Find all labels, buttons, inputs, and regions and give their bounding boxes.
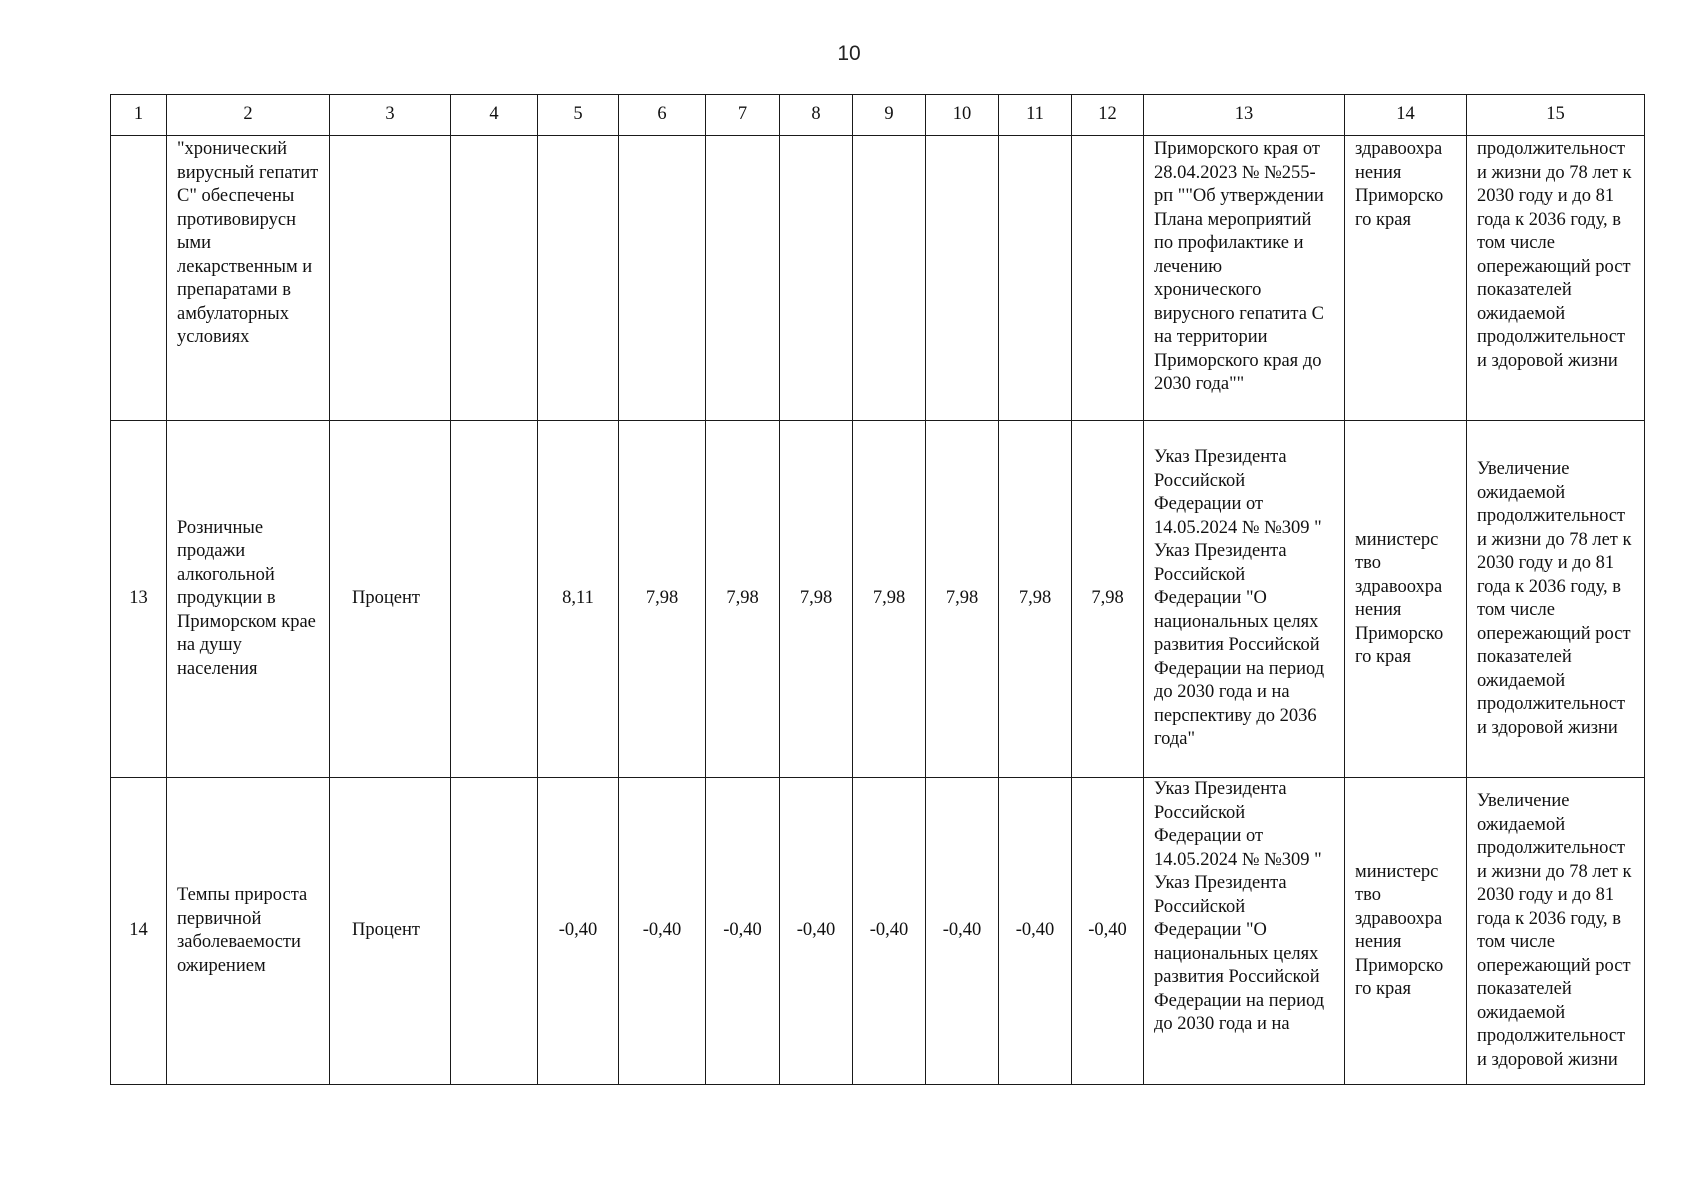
column-number: 5 — [538, 95, 619, 136]
value-cell: -0,40 — [706, 778, 780, 1085]
cell-col4 — [451, 136, 538, 421]
unit-cell: Процент — [330, 778, 451, 1085]
table-row — [111, 778, 1645, 1085]
row-number: 14 — [111, 778, 167, 1085]
unit-cell — [330, 136, 451, 421]
column-number: 7 — [706, 95, 780, 136]
national-goal: Увеличение ожидаемой продолжительност и жизни до 78 лет к 2030 году и до 81 года к 2036 году, в том числе опережающий рост показателей ожидаемой продолжительност и здоровой жизни — [1467, 778, 1645, 1085]
value-cell: 7,98 — [926, 421, 999, 778]
column-number: 8 — [780, 95, 853, 136]
value-cell: -0,40 — [853, 778, 926, 1085]
page-number: 10 — [837, 42, 861, 65]
value-cell: 7,98 — [999, 421, 1072, 778]
column-number: 9 — [853, 95, 926, 136]
value-cell — [853, 136, 926, 421]
value-cell — [538, 136, 619, 421]
value-cell — [619, 136, 706, 421]
cell-col4 — [451, 421, 538, 778]
value-cell: -0,40 — [926, 778, 999, 1085]
responsible-body: министерс тво здравоохра нения Приморско го края — [1345, 421, 1467, 778]
national-goal: продолжительност и жизни до 78 лет к 2030 году и до 81 года к 2036 году, в том числе опережающий рост показателей ожидаемой продолжительност и здоровой жизни — [1467, 136, 1645, 421]
indicator-name: Темпы прироста первичной заболеваемости ожирением — [167, 778, 330, 1085]
column-number: 3 — [330, 95, 451, 136]
column-number: 4 — [451, 95, 538, 136]
row-number: 13 — [111, 421, 167, 778]
document-basis: Указ Президента Российской Федерации от 14.05.2024 № №309 " Указ Президента Российской Федерации "О национальных целях развития Российской Федерации на период до 2030 года и на перспективу до 2036 года" — [1144, 421, 1345, 778]
document-basis: Приморского края от 28.04.2023 № №255-рп ""Об утверждении Плана мероприятий по профилактике и лечению хронического вирусного гепатита С на территории Приморского края до 2030 года"" — [1144, 136, 1345, 421]
row-number — [111, 136, 167, 421]
responsible-body: министерс тво здравоохра нения Приморско го края — [1345, 778, 1467, 1085]
value-cell: 7,98 — [619, 421, 706, 778]
value-cell: 7,98 — [853, 421, 926, 778]
value-cell — [926, 136, 999, 421]
value-cell: 8,11 — [538, 421, 619, 778]
table-row — [111, 136, 1645, 421]
column-number: 15 — [1467, 95, 1645, 136]
column-number: 14 — [1345, 95, 1467, 136]
column-number: 10 — [926, 95, 999, 136]
indicator-name: "хронический вирусный гепатит С" обеспечены противовирусн ыми лекарственным и препаратами в амбулаторных условиях — [167, 136, 330, 421]
indicators-table — [110, 94, 1645, 1085]
unit-cell: Процент — [330, 421, 451, 778]
column-number: 6 — [619, 95, 706, 136]
column-number: 13 — [1144, 95, 1345, 136]
value-cell: -0,40 — [619, 778, 706, 1085]
column-number: 1 — [111, 95, 167, 136]
value-cell: -0,40 — [1072, 778, 1144, 1085]
value-cell: -0,40 — [999, 778, 1072, 1085]
indicator-name: Розничные продажи алкогольной продукции в Приморском крае на душу населения — [167, 421, 330, 778]
document-basis: Указ Президента Российской Федерации от 14.05.2024 № №309 " Указ Президента Российской Федерации "О национальных целях развития Российской Федерации на период до 2030 года и на — [1144, 778, 1345, 1085]
value-cell: 7,98 — [706, 421, 780, 778]
value-cell — [706, 136, 780, 421]
column-number: 12 — [1072, 95, 1144, 136]
value-cell: 7,98 — [780, 421, 853, 778]
responsible-body: здравоохра нения Приморско го края — [1345, 136, 1467, 421]
value-cell: -0,40 — [538, 778, 619, 1085]
value-cell: -0,40 — [780, 778, 853, 1085]
value-cell — [1072, 136, 1144, 421]
value-cell: 7,98 — [1072, 421, 1144, 778]
national-goal: Увеличение ожидаемой продолжительност и жизни до 78 лет к 2030 году и до 81 года к 2036 году, в том числе опережающий рост показателей ожидаемой продолжительност и здоровой жизни — [1467, 421, 1645, 778]
column-number: 2 — [167, 95, 330, 136]
table-row — [111, 421, 1645, 778]
value-cell — [780, 136, 853, 421]
value-cell — [999, 136, 1072, 421]
cell-col4 — [451, 778, 538, 1085]
column-number: 11 — [999, 95, 1072, 136]
column-numbers-row — [111, 95, 1645, 136]
